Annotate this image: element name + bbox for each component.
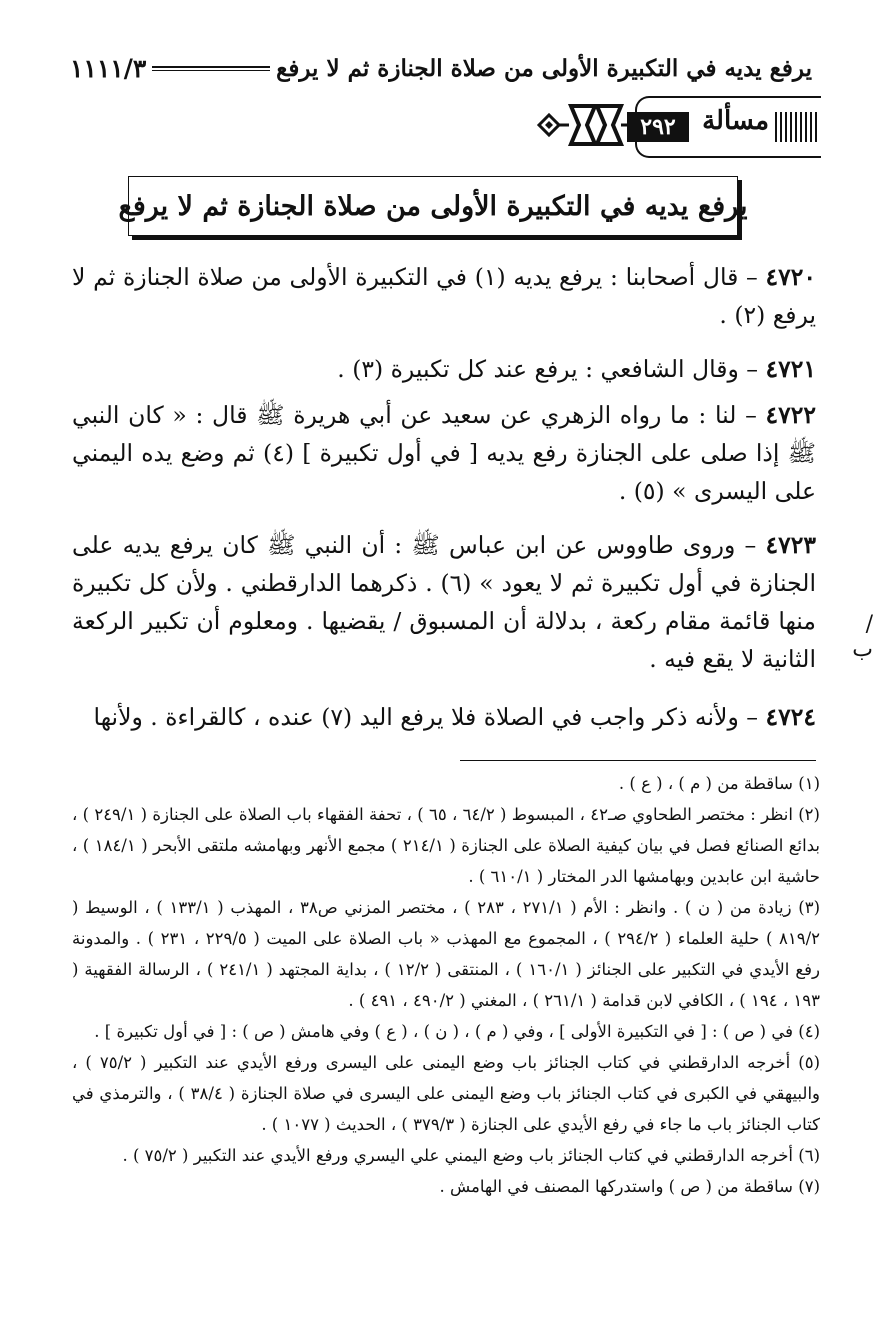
footnote-3: (٣) زيادة من ( ن ) . وانظر : الأم ( ٢٧١/١ ، ٢٨٣ ) ، مختصر المزني ص٣٨ ، المهذب ( ١٣٣/١ ) ، الوسيط ( ٨١٩/٢ ) حلية العلماء ( ٢٩٤/٢ ) ، المجموع مع المهذب « باب الصلاة على الميت ( ٢٢٩/٥ ، ٢٣١ ) . والمدونة رفع الأيدي في التكبير على الجنائز ( ١٦٠/١ ) ، المنتقى ( ١٢/٢ ) ، بداية المجتهد ( ٢٤١/١ ) ، الرسالة الفقهية ( ١٩٣ ، ١٩٤ ) ، الكافي لابن قدامة ( ٢٦١/١ ) ، المغني ( ٤٩٠/٢ ، ٤٩١ ) . <box>72 898 821 1010</box>
paragraph-4720 <box>72 258 816 334</box>
paragraph-4722 <box>72 396 816 510</box>
section-title: يرفع يديه في التكبيرة الأولى من صلاة الجنازة ثم لا يرفع <box>118 190 748 222</box>
running-title: يرفع يديه في التكبيرة الأولى من صلاة الجنازة ثم لا يرفع <box>276 54 812 82</box>
footnote-7: (٧) ساقطة من ( ص ) واستدركها المصنف في الهامش . <box>439 1177 820 1196</box>
footnote-5: (٥) أخرجه الدارقطني في كتاب الجنائز باب وضع اليمنى على اليسرى ورفع الأيدي عند التكبير ( ٧٥/٢ ) ، والبيهقي في الكبرى في كتاب الجنائز باب وضع اليمنى على اليسرى في صلاة الجنازة ( ٣٨/٤ ) ، والترمذي في كتاب الجنائز باب ما جاء في رفع الأيدي على الجنازة ( ٣٧٩/٣ ) ، الحديث ( ١٠٧٧ ) . <box>72 1053 820 1134</box>
paragraph-text: – لنا : ما رواه الزهري عن سعيد عن أبي هريرة ﷺ قال : « كان النبي ﷺ إذا صلى على الجنازة رفع يديه [ في أول تكبيرة ] (٤) ثم وضع يده اليمني على اليسرى » (٥) . <box>72 401 816 505</box>
margin-note: /ب <box>852 612 873 662</box>
masala-label: مسألة <box>702 106 769 136</box>
footnote-2: (٢) انظر : مختصر الطحاوي صـ٤٢ ، المبسوط ( ٦٤/٢ ، ٦٥ ) ، تحفة الفقهاء باب الصلاة على الجنازة ( ٢٤٩/١ ) ، بدائع الصنائع فصل في بيان كيفية الصلاة على الجنازة ( ٢١٤/١ ) مجمع الأنهر وبهامشه ملتقى الأبحر ( ١٨٤/١ ) ، حاشية ابن عابدين وبهامشها الدر المختار ( ٦١٠/١ ) . <box>72 805 820 886</box>
paragraph-text: – قال أصحابنا : يرفع يديه (١) في التكبيرة الأولى من صلاة الجنازة ثم لا يرفع (٢) . <box>72 263 816 329</box>
section-title-box <box>118 176 748 236</box>
paragraph-number: ٤٧٢٢ <box>765 401 816 429</box>
footnote-separator <box>460 760 816 761</box>
paragraph-4723 <box>72 526 816 678</box>
running-header <box>70 48 812 88</box>
paragraph-text: – وروى طاووس عن ابن عباس ﷺ : أن النبي ﷺ كان يرفع يديه على الجنازة في أول تكبيرة ثم لا يعود » (٦) . ذكرهما الدارقطني . ولأن كل تكبيرة منها قائمة مقام ركعة ، بدلالة أن المسبوق / يقضيها . ومعلوم أن تكبير الركعة الثانية لا يقع فيه . <box>72 531 816 673</box>
paragraph-number: ٤٧٢٤ <box>765 703 816 731</box>
page-reference: ١١١١/٣ <box>70 53 147 83</box>
paragraph-number: ٤٧٢٠ <box>765 263 816 291</box>
paragraph-number: ٤٧٢١ <box>765 355 816 383</box>
banner-frame <box>635 96 821 158</box>
banner-bars-ornament <box>775 112 819 142</box>
footnote-6: (٦) أخرجه الدارقطني في كتاب الجنائز باب وضع اليمني علي اليسري ورفع الأيدي عند التكبير ( ٧٥/٢ ) . <box>122 1146 820 1165</box>
geometric-ornament-icon <box>535 102 639 148</box>
footnote-1: (١) ساقطة من ( م ) ، ( ع ) . <box>618 774 820 793</box>
paragraph-text: – ولأنه ذكر واجب في الصلاة فلا يرفع اليد (٧) عنده ، كالقراءة . ولأنها <box>93 703 766 731</box>
footnote-4: (٤) في ( ص ) : [ في التكبيرة الأولى ] ، وفي ( م ) ، ( ن ) ، ( ع ) وفي هامش ( ص ) : [ في أول تكبيرة ] . <box>94 1022 820 1041</box>
paragraph-4724 <box>72 698 816 736</box>
paragraph-text: – وقال الشافعي : يرفع عند كل تكبيرة (٣) . <box>337 355 766 383</box>
paragraph-number: ٤٧٢٣ <box>765 531 816 559</box>
header-rule <box>152 66 270 71</box>
paragraph-4721 <box>72 350 816 388</box>
footnotes <box>72 768 820 1202</box>
masala-number: ٢٩٢ <box>627 112 689 142</box>
masala-banner <box>535 96 819 156</box>
